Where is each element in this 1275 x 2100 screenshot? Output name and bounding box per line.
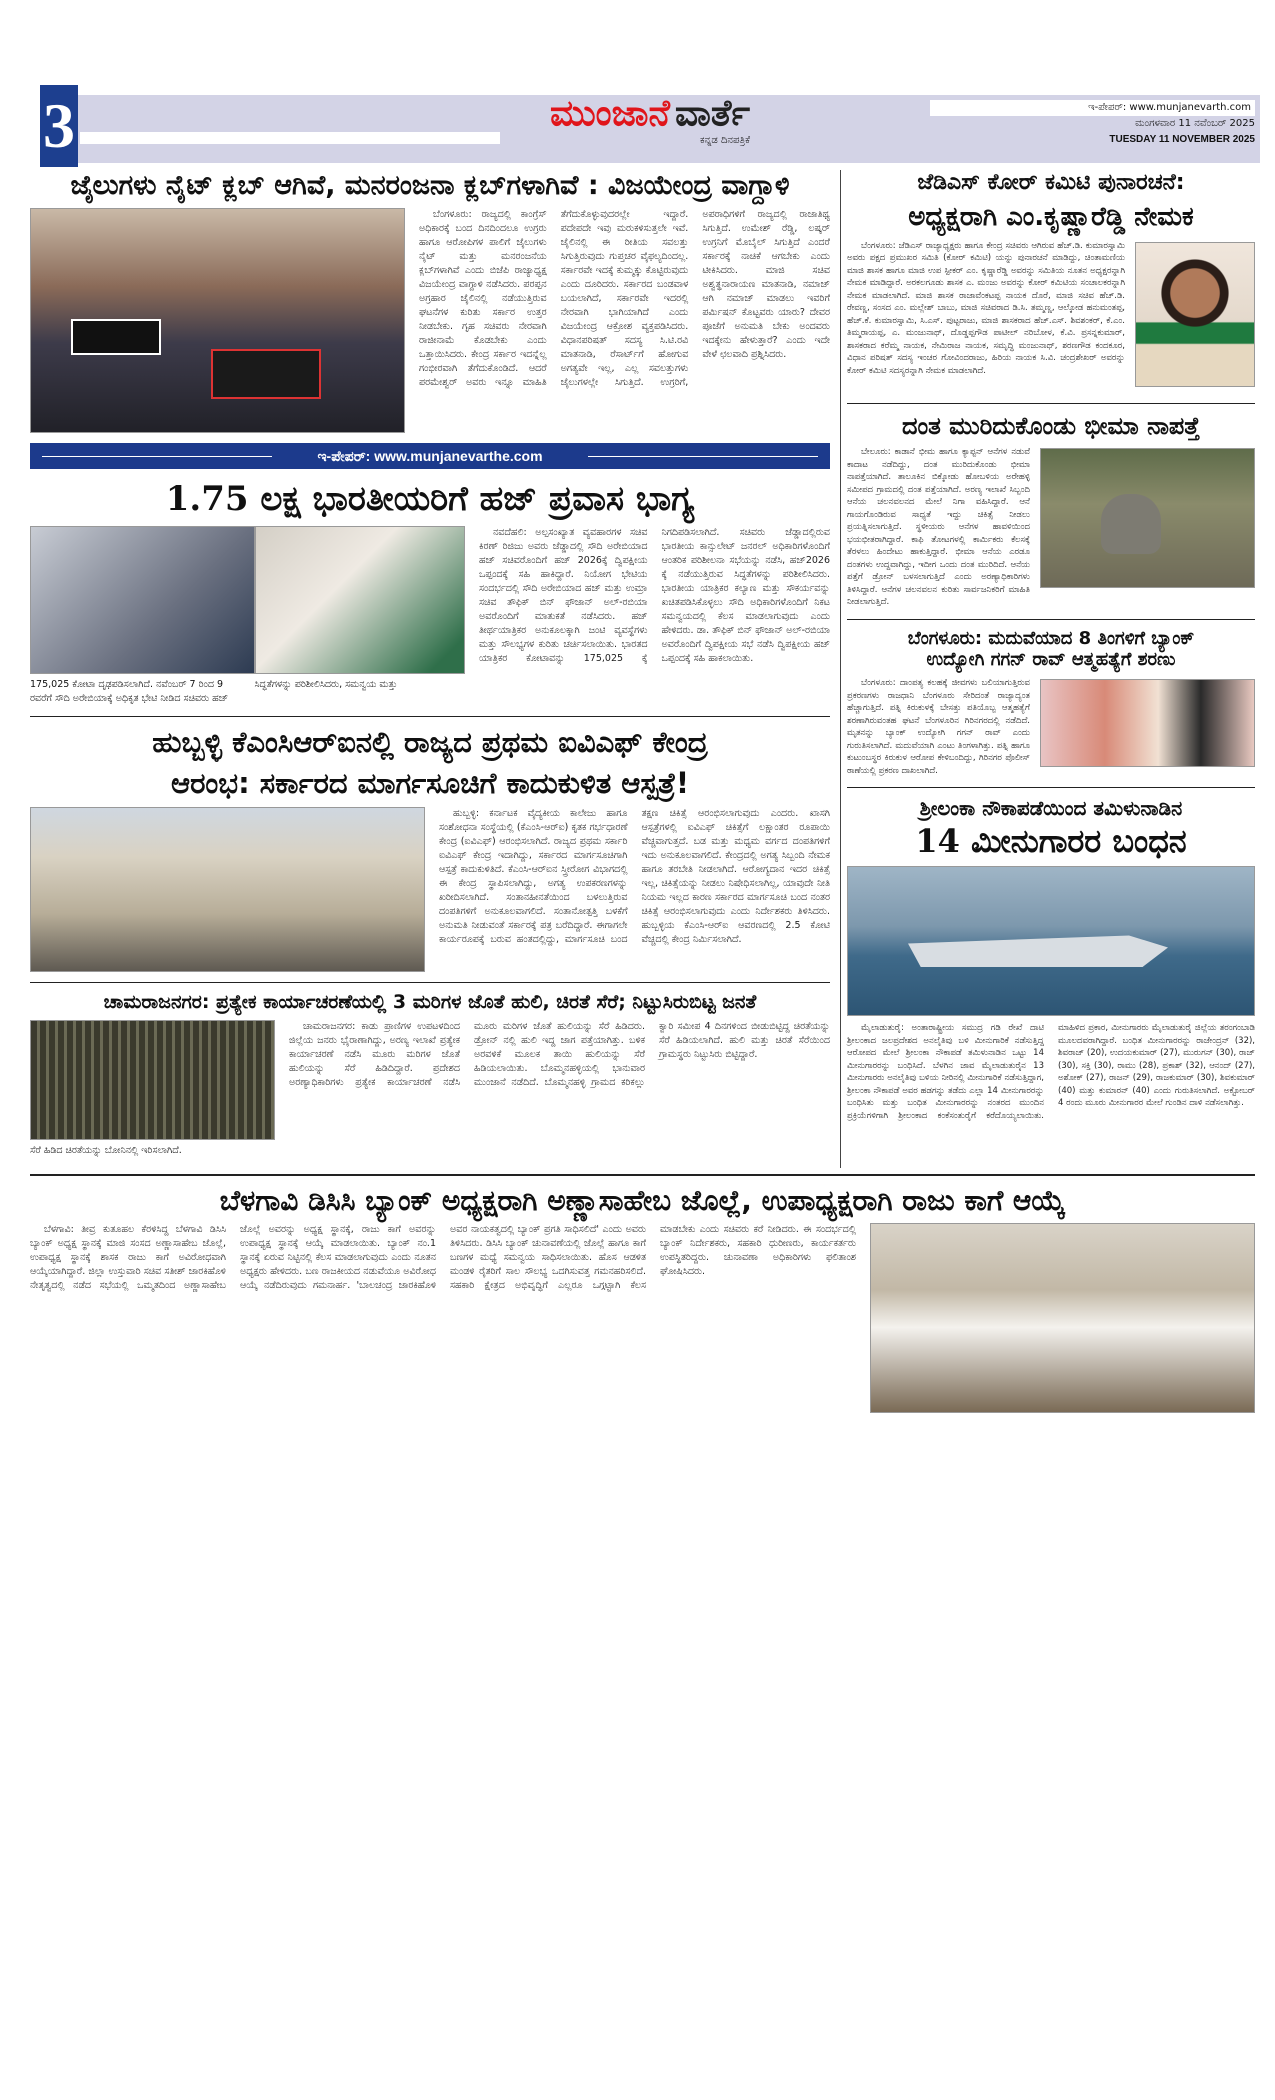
epaper-link[interactable]: ಇ-ಪೇಪರ್: www.munjanevarth.com bbox=[930, 100, 1255, 116]
leopard-caption: ಸೆರೆ ಹಿಡಿದ ಚಿರತೆಯನ್ನು ಬೋನಿನಲ್ಲಿ ಇರಿಸಲಾಗಿದೆ. bbox=[30, 1144, 182, 1156]
page-content bbox=[30, 170, 1255, 1423]
headline-srilanka-line2: 14 ಮೀನುಗಾರರ ಬಂಧನ bbox=[915, 822, 1187, 861]
headline-jds-line2: ಅಧ್ಯಕ್ಷರಾಗಿ ಎಂ.ಕೃಷ್ಣಾರೆಡ್ಡಿ ನೇಮಕ bbox=[908, 202, 1194, 233]
headline-chamarajanagar: ಚಾಮರಾಜನಗರ: ಪ್ರತ್ಯೇಕ ಕಾರ್ಯಾಚರಣೆಯಲ್ಲಿ 3 ಮರಿಗಳ ಜೊತೆ ಹುಲಿ, ಚಿರತೆ ಸೆರೆ; ನಿಟ್ಟುಸಿರುಬಿಟ್ಟ ಜನತೆ bbox=[103, 990, 757, 1013]
hajj-caption: 175,025 ಕೋಟಾ ದೃಢಪಡಿಸಲಾಗಿದೆ. ನವೆಂಬರ್ 7 ರಿಂದ 9 ರವರೆಗೆ ಸೌದಿ ಅರೇಬಿಯಾಕ್ಕೆ ಅಧಿಕೃತ ಭೇಟಿ ನೀಡಿದ ಸಚಿವರು ಹಜ್ ಸಿದ್ಧತೆಗಳನ್ನು ಪರಿಶೀಲಿಸಿದರು, ಸಮನ್ವಯ ಮತ್ತು bbox=[30, 679, 398, 705]
body-ivf: ಹುಬ್ಬಳ್ಳಿ: ಕರ್ನಾಟಕ ವೈದ್ಯಕೀಯ ಕಾಲೇಜು ಹಾಗೂ ಸಂಶೋಧನಾ ಸಂಸ್ಥೆಯಲ್ಲಿ (ಕೆಎಂಸಿ-ಆರ್‌ಐ) ಕೃತಕ ಗರ್ಭಧಾರಣೆ ಕೇಂದ್ರ (ಐವಿಎಫ್) ಆರಂಭಿಸಲಾಗಿದೆ. ರಾಜ್ಯದ ಪ್ರಥಮ ಸರ್ಕಾರಿ ಐವಿಎಫ್ ಕೇಂದ್ರ ಇದಾಗಿದ್ದು, ಸರ್ಕಾರದ ಮಾರ್ಗಸೂಚಿಗಾಗಿ ಆಸ್ಪತ್ರೆ ಕಾದುಕುಳಿತಿದೆ. ಕೆಎಂಸಿ-ಆರ್‌ಐನ ಸ್ತ್ರೀರೋಗ ವಿಭಾಗದಲ್ಲಿ ಈ ಕೇಂದ್ರ ಸ್ಥಾಪಿಸಲಾಗಿದ್ದು, ಅಗತ್ಯ ಉಪಕರಣಗಳನ್ನು ಖರೀದಿಸಲಾಗಿದೆ. ಸಂತಾನಹೀನತೆಯಿಂದ ಬಳಲುತ್ತಿರುವ ದಂಪತಿಗಳಿಗೆ ಅನುಕೂಲವಾಗಲಿದೆ. ಸಂತಾನೋತ್ಪತ್ತಿ ಬಳಕೆಗೆ ಅನುಮತಿ ನೀಡುವಂತೆ ಸರ್ಕಾರಕ್ಕೆ ಪತ್ರ ಬರೆದಿದ್ದಾರೆ. ಈಗಾಗಲೇ ಕಾರ್ಯರೂಪಕ್ಕೆ ಬರುವ ಹಂತದಲ್ಲಿದ್ದು, ಮಾರ್ಗಸೂಚಿ ಬಂದ ತಕ್ಷಣ ಚಿಕಿತ್ಸೆ ಆರಂಭಿಸಲಾಗುವುದು ಎಂದರು. ಖಾಸಗಿ ಆಸ್ಪತ್ರೆಗಳಲ್ಲಿ ಐವಿಎಫ್ ಚಿಕಿತ್ಸೆಗೆ ಲಕ್ಷಾಂತರ ರೂಪಾಯಿ ವೆಚ್ಚವಾಗುತ್ತದೆ. ಬಡ ಮತ್ತು ಮಧ್ಯಮ ವರ್ಗದ ದಂಪತಿಗಳಿಗೆ ಇದು ಅನುಕೂಲವಾಗಲಿದೆ. ಕೇಂದ್ರದಲ್ಲಿ ಅಗತ್ಯ ಸಿಬ್ಬಂದಿ ನೇಮಕ ಹಾಗೂ ತರಬೇತಿ ನೀಡಲಾಗಿದೆ. ಆರೋಗ್ಯದಾನ ಇದರ ಚಿಕಿತ್ಸೆ ಇಲ್ಲ, ಚಿಕಿತ್ಸೆಯನ್ನು ನೀಡಲು ನಿಷೇಧಿಸಲಾಗಿಲ್ಲ, ಯಾವುದೇ ನೀತಿ ನಿಯಮ ಇಲ್ಲದ ಕಾರಣ ಸರ್ಕಾರದ ಮಾರ್ಗಸೂಚಿ ಬಂದ ನಂತರ ಚಿಕಿತ್ಸೆ ಆರಂಭಿಸಲಾಗುವುದು ಎಂದು ನಿರ್ದೇಶಕರು ತಿಳಿಸಿದರು. ಹುಬ್ಬಳ್ಳಿಯ ಕೆಎಂಸಿ-ಆರ್‌ಐ ಆವರಣದಲ್ಲಿ 2.5 ಕೋಟಿ ವೆಚ್ಚದಲ್ಲಿ ಕೇಂದ್ರ ನಿರ್ಮಿಸಲಾಗಿದೆ. bbox=[439, 807, 830, 945]
logo-tagline: ಕನ್ನಡ ದಿನಪತ್ರಿಕೆ bbox=[699, 135, 750, 146]
logo-word-1: ಮುಂಜಾನೆ bbox=[549, 92, 670, 133]
hajj-photo-group bbox=[30, 526, 465, 706]
masthead-divider bbox=[80, 132, 500, 144]
section-divider bbox=[30, 716, 830, 717]
couple-photo bbox=[1040, 679, 1255, 767]
headline-bheema: ದಂತ ಮುರಿದುಕೊಂಡು ಭೀಮಾ ನಾಪತ್ತೆ bbox=[901, 411, 1201, 440]
body-jail: ಬೆಂಗಳೂರು: ರಾಜ್ಯದಲ್ಲಿ ಕಾಂಗ್ರೆಸ್ ಅಧಿಕಾರಕ್ಕೆ ಬಂದ ದಿನದಿಂದಲೂ ಉಗ್ರರು ಹಾಗೂ ಆರೋಪಿಗಳ ಪಾಲಿಗೆ ಜೈಲುಗಳು ನೈಟ್ ಮತ್ತು ಮನರಂಜನೆಯ ಕ್ಲಬ್‌ಗಳಾಗಿವೆ ಎಂದು ಬಿಜೆಪಿ ರಾಜ್ಯಾಧ್ಯಕ್ಷ ವಿಜಯೇಂದ್ರ ವಾಗ್ದಾಳಿ ನಡೆಸಿದರು. ಪರಪ್ಪನ ಅಗ್ರಹಾರ ಜೈಲಿನಲ್ಲಿ ನಡೆಯುತ್ತಿರುವ ಘಟನೆಗಳ ಕುರಿತು ಸರ್ಕಾರ ಉತ್ತರ ನೀಡಬೇಕು. ಗೃಹ ಸಚಿವರು ನೇರವಾಗಿ ರಾಜೀನಾಮೆ ಕೊಡಬೇಕು ಎಂದು ಒತ್ತಾಯಿಸಿದರು. ಕೇಂದ್ರ ಸರ್ಕಾರ ಇದನ್ನೆಲ್ಲ ಗಂಭೀರವಾಗಿ ತೆಗೆದುಕೊಂಡಿದೆ. ಆದರೆ ಪರಮೇಶ್ವರ್ ಅವರು ಇನ್ನೂ ಮಾಹಿತಿ ತೆಗೆದುಕೊಳ್ಳುವುದರಲ್ಲೇ ಇದ್ದಾರೆ. ಪದೇಪದೇ ಇವು ಮರುಕಳಿಸುತ್ತಲೇ ಇವೆ. ಜೈಲಿನಲ್ಲಿ ಈ ರೀತಿಯ ಸವಲತ್ತು ಸಿಗುತ್ತಿರುವುದು ಗುಪ್ತಚರ ವೈಫಲ್ಯದಿಂದಲ್ಲ. ಸರ್ಕಾರವೇ ಇದಕ್ಕೆ ಕುಮ್ಮಕ್ಕು ಕೊಟ್ಟಿರುವುದು ಎಂದು ದೂರಿದರು. ಸರ್ಕಾರದ ಬಂಡವಾಳ ಬಯಲಾಗಿದೆ, ಸರ್ಕಾರವೇ ಇದರಲ್ಲಿ ನೇರವಾಗಿ ಭಾಗಿಯಾಗಿದೆ ಎಂದು ವಿಜಯೇಂದ್ರ ಆಕ್ರೋಶ ವ್ಯಕ್ತಪಡಿಸಿದರು. ವಿಧಾನಪರಿಷತ್ ಸದಸ್ಯ ಸಿ.ಟಿ.ರವಿ ಮಾತನಾಡಿ, ರೆಸಾರ್ಟ್‌ಗೆ ಹೋಗುವ ಅಗತ್ಯವೇ ಇಲ್ಲ, ಎಲ್ಲ ಸವಲತ್ತುಗಳು ಜೈಲುಗಳಲ್ಲೇ ಸಿಗುತ್ತಿದೆ. ಉಗ್ರರಿಗೆ, ಅಪರಾಧಿಗಳಿಗೆ ರಾಜ್ಯದಲ್ಲಿ ರಾಜಾತಿಥ್ಯ ಸಿಗುತ್ತಿದೆ. ಉಮೇಶ್ ರೆಡ್ಡಿ, ಲಷ್ಕರ್ ಉಗ್ರನಿಗೆ ಮೊಬೈಲ್ ಸಿಗುತ್ತಿದೆ ಎಂದರೆ ಸರ್ಕಾರಕ್ಕೆ ನಾಚಿಕೆ ಆಗಬೇಕು ಎಂದು ಟೀಕಿಸಿದರು. ಮಾಜಿ ಸಚಿವ ಅಶ್ವತ್ಥನಾರಾಯಣ ಮಾತನಾಡಿ, ನಮಾಜ್ ಆಗಿ ನಮಾಜ್ ಮಾಡಲು ಇವರಿಗೆ ಪರ್ಮಿಷನ್ ಕೊಟ್ಟವರು ಯಾರು? ದೇವರ ಪೂಜೆಗೆ ಅನುಮತಿ ಬೇಕು ಅಂದವರು ಇದಕ್ಕೇನು ಹೇಳುತ್ತಾರೆ? ಎಂದು ಇದೇ ವೇಳೆ ಛಲವಾದಿ ಪ್ರಶ್ನಿಸಿದರು. bbox=[419, 209, 830, 389]
date-kannada: ಮಂಗಳವಾರ 11 ನವೆಂಬರ್ 2025 bbox=[1135, 118, 1255, 129]
krishnareddy-photo bbox=[1135, 242, 1255, 387]
elephant-shape bbox=[1101, 494, 1161, 554]
newspaper-logo bbox=[520, 92, 780, 147]
section-divider bbox=[30, 1174, 1255, 1176]
navy-boat-photo bbox=[847, 866, 1255, 1016]
body-bheema: ಬೇಲೂರು: ಕಾಡಾನೆ ಭೀಮ ಹಾಗೂ ಕ್ಯಾಪ್ಟನ್ ಆನೆಗಳ ನಡುವೆ ಕಾದಾಟ ನಡೆದಿದ್ದು, ದಂತ ಮುರಿದುಕೊಂಡು ಭೀಮಾ ನಾಪತ್ತೆಯಾಗಿದೆ. ತಾಲೂಕಿನ ಬಿಕ್ಕೋಡು ಹೋಬಳಿಯ ಅರೇಹಳ್ಳಿ ಸಮೀಪದ ಗ್ರಾಮದಲ್ಲಿ ದಂತ ಪತ್ತೆಯಾಗಿದೆ. ಅರಣ್ಯ ಇಲಾಖೆ ಸಿಬ್ಬಂದಿ ಆನೆಯ ಚಲನವಲನದ ಮೇಲೆ ನಿಗಾ ವಹಿಸಿದ್ದಾರೆ. ಆನೆ ಗಾಯಗೊಂಡಿರುವ ಸಾಧ್ಯತೆ ಇದ್ದು ಚಿಕಿತ್ಸೆ ನೀಡಲು ಪ್ರಯತ್ನಿಸಲಾಗುತ್ತಿದೆ. ಸ್ಥಳೀಯರು ಆನೆಗಳ ಹಾವಳಿಯಿಂದ ಭಯಭೀತರಾಗಿದ್ದಾರೆ. ಕಾಫಿ ತೋಟಗಳಲ್ಲಿ ಕಾರ್ಮಿಕರು ಕೆಲಸಕ್ಕೆ ತೆರಳಲು ಹಿಂದೇಟು ಹಾಕುತ್ತಿದ್ದಾರೆ. ಭೀಮಾ ಆನೆಯ ಎರಡೂ ದಂತಗಳು ಉದ್ದವಾಗಿದ್ದು, ಇದೀಗ ಒಂದು ದಂತ ಮುರಿದಿದೆ. ಆನೆಯ ಪತ್ತೆಗೆ ಡ್ರೋನ್ ಬಳಸಲಾಗುತ್ತಿದೆ ಎಂದು ಅರಣ್ಯಾಧಿಕಾರಿಗಳು ತಿಳಿಸಿದ್ದಾರೆ. ಆನೆಗಳ ಚಲನವಲನ ಕುರಿತು ಸಾರ್ವಜನಿಕರಿಗೆ ಮಾಹಿತಿ ನೀಡಲಾಗುತ್ತಿದೆ. bbox=[847, 446, 1255, 609]
article-jds bbox=[847, 170, 1255, 393]
headline-bank-line1: ಬೆಂಗಳೂರು: ಮದುವೆಯಾದ 8 ತಿಂಗಳಿಗೆ ಬ್ಯಾಂಕ್ bbox=[907, 627, 1195, 649]
article-jail bbox=[30, 170, 830, 433]
minister-signing-photo bbox=[30, 526, 255, 674]
headline-ivf-line2: ಆರಂಭ: ಸರ್ಕಾರದ ಮಾರ್ಗಸೂಚಿಗೆ ಕಾದುಕುಳಿತ ಆಸ್ಪತ್ರೆ! bbox=[170, 765, 690, 800]
dcc-bank-meeting-photo bbox=[870, 1223, 1255, 1413]
headline-bank-line2: ಉದ್ಯೋಗಿ ಗಗನ್ ರಾವ್ ಆತ್ಮಹತ್ಯೆಗೆ ಶರಣು bbox=[926, 649, 1176, 671]
section-divider bbox=[847, 403, 1255, 404]
headline-jds-line1: ಜೆಡಿಎಸ್ ಕೋರ್ ಕಮಿಟಿ ಪುನಾರಚನೆ: bbox=[917, 170, 1185, 195]
elephant-photo bbox=[1040, 448, 1255, 588]
article-bheema bbox=[847, 412, 1255, 609]
right-column bbox=[840, 170, 1255, 1168]
section-divider bbox=[847, 787, 1255, 788]
placard bbox=[211, 349, 321, 399]
date-english: TUESDAY 11 NOVEMBER 2025 bbox=[1109, 134, 1255, 145]
date-box bbox=[930, 100, 1255, 148]
headline-ivf-line1: ಹುಬ್ಬಳ್ಳಿ ಕೆಎಂಸಿಆರ್‌ಐನಲ್ಲಿ ರಾಜ್ಯದ ಪ್ರಥಮ ಐವಿಎಫ್ ಕೇಂದ್ರ bbox=[152, 725, 708, 760]
placard bbox=[71, 319, 161, 355]
body-hajj: ನವದೆಹಲಿ: ಅಲ್ಪಸಂಖ್ಯಾತ ವ್ಯವಹಾರಗಳ ಸಚಿವ ಕಿರಣ್ ರಿಜಿಜು ಅವರು ಜೆಡ್ಡಾದಲ್ಲಿ ಸೌದಿ ಅರೇಬಿಯಾದ ಹಜ್ ಸಚಿವರೊಂದಿಗೆ ಹಜ್ 2026ಕ್ಕೆ ದ್ವಿಪಕ್ಷೀಯ ಒಪ್ಪಂದಕ್ಕೆ ಸಹಿ ಹಾಕಿದ್ದಾರೆ. ನಿಯೋಗ ಭೇಟಿಯ ಸಂದರ್ಭದಲ್ಲಿ ಸೌದಿ ಅರೇಬಿಯಾದ ಹಜ್ ಮತ್ತು ಉಮ್ರಾ ಸಚಿವ ತೌಫಿಕ್ ಬಿನ್ ಫೌಜಾನ್ ಅಲ್-ರಬಿಯಾ ಅವರೊಂದಿಗೆ ಮಾತುಕತೆ ನಡೆಸಿದರು. ಹಜ್ ತೀರ್ಥಯಾತ್ರಿಕರ ಅನುಕೂಲಕ್ಕಾಗಿ ಜಂಟಿ ವ್ಯವಸ್ಥೆಗಳು ಮತ್ತು ಸೌಲಭ್ಯಗಳ ಕುರಿತು ಚರ್ಚಿಸಲಾಯಿತು. ಭಾರತದ ಯಾತ್ರಿಕರ ಕೋಟಾವನ್ನು 175,025 ಕ್ಕೆ ನಿಗದಿಪಡಿಸಲಾಗಿದೆ. ಸಚಿವರು ಜೆಡ್ಡಾದಲ್ಲಿರುವ ಭಾರತೀಯ ಕಾನ್ಸುಲೇಟ್ ಜನರಲ್ ಅಧಿಕಾರಿಗಳೊಂದಿಗೆ ಆಂತರಿಕ ಪರಿಶೀಲನಾ ಸಭೆಯನ್ನು ನಡೆಸಿ, ಹಜ್2026 ಕ್ಕೆ ನಡೆಯುತ್ತಿರುವ ಸಿದ್ಧತೆಗಳನ್ನು ಪರಿಶೀಲಿಸಿದರು. ಭಾರತೀಯ ಯಾತ್ರಿಕರ ಕಲ್ಯಾಣ ಮತ್ತು ಸೌಕರ್ಯವನ್ನು ಖಚಿತಪಡಿಸಿಕೊಳ್ಳಲು ಸೌದಿ ಅಧಿಕಾರಿಗಳೊಂದಿಗೆ ನಿಕಟ ಸಮನ್ವಯದಲ್ಲಿ ಕೆಲಸ ಮಾಡಲಾಗುವುದು ಎಂದು ಹೇಳಿದರು. ಡಾ. ತೌಫಿಕ್ ಬಿನ್ ಫೌಜಾನ್ ಅಲ್-ರಬಿಯಾ ಅವರೊಂದಿಗೆ ದ್ವಿಪಕ್ಷೀಯ ಸಭೆ ನಡೆಸಿ ದ್ವಿಪಕ್ಷೀಯ ಹಜ್ ಒಪ್ಪಂದಕ್ಕೆ ಸಹಿ ಹಾಕಲಾಯಿತು. bbox=[479, 527, 830, 665]
epaper-banner[interactable]: ಇ-ಪೇಪರ್: www.munjanevarthe.com bbox=[30, 443, 830, 469]
article-chamarajanagar bbox=[30, 991, 830, 1158]
saudi-minister-photo bbox=[255, 526, 465, 674]
body-srilanka: ಮೈಲಾಡುತುರೈ: ಅಂತಾರಾಷ್ಟ್ರೀಯ ಸಮುದ್ರ ಗಡಿ ರೇಖೆ ದಾಟಿ ಶ್ರೀಲಂಕಾದ ಜಲಪ್ರದೇಶದ ಅನಲೈತಿವು ಬಳಿ ಮೀನುಗಾರಿಕೆ ನಡೆಸುತ್ತಿದ್ದ ಆರೋಪದ ಮೇಲೆ ಶ್ರೀಲಂಕಾ ನೌಕಾಪಡೆ ತಮಿಳುನಾಡಿನ ಒಟ್ಟು 14 ಮೀನುಗಾರರನ್ನು ಬಂಧಿಸಿದೆ. ಬೆಳಗಿನ ಜಾವ ಮೈಲಾಡುತುರೈನ 13 ಮೀನುಗಾರರು ಅನಲೈತಿವು ಬಳಿಯ ನೀರಿನಲ್ಲಿ ಮೀನುಗಾರಿಕೆ ನಡೆಸುತ್ತಿದ್ದಾಗ, ಶ್ರೀಲಂಕಾ ನೌಕಾಪಡೆ ಅವರ ಹಡಗನ್ನು ತಡೆದು ಎಲ್ಲಾ 14 ಮೀನುಗಾರರನ್ನು ಬಂಧಿಸಿತು ಮತ್ತು ಬಂಧಿತ ಮೀನುಗಾರರನ್ನು ನಂತರದ ಮುಂದಿನ ಪ್ರಕ್ರಿಯೆಗಳಿಗಾಗಿ ಶ್ರೀಲಂಕಾದ ಕಂಕೆಸಂತುರೈಗೆ ಕರೆದೊಯ್ಯಲಾಯಿತು. ಮಾಹಿಳಿದ ಪ್ರಕಾರ, ಮೀನುಗಾರರು ಮೈಲಾಡುತುರೈ ಜಿಲ್ಲೆಯ ತರಂಗಂಬಾಡಿ ಮೂಲದವರಾಗಿದ್ದಾರೆ. ಬಂಧಿತ ಮೀನುಗಾರರನ್ನು ರಾಜೇಂದ್ರನ್ (32), ಶಿವರಾಜ್ (20), ಉದಯಕುಮಾರ್ (27), ಮುರುಗನ್ (30), ರಾಜ್ (30), ಸಕ್ತಿ (30), ರಾಮು (28), ಪ್ರಕಾಶ್ (32), ಆನಂದ್ (27), ಅಶೋಕ್ (27), ರಾಜನ್ (29), ರಾಜಕುಮಾರ್ (30), ಶಿವಕುಮಾರ್ (40) ಮತ್ತು ಕುಮಾರನ್ (40) ಎಂದು ಗುರುತಿಸಲಾಗಿದೆ. ಅಕ್ಟೋಬರ್ 4 ರಂದು ಮೂರು ಮೀನುಗಾರರ ಮೇಲೆ ಗುಂಡಿನ ದಾಳಿ ನಡೆಸಲಾಗಿತ್ತು. bbox=[847, 1023, 1255, 1121]
article-belagavi bbox=[30, 1184, 1255, 1414]
section-divider bbox=[847, 619, 1255, 620]
article-ivf bbox=[30, 725, 830, 972]
headline-srilanka-line1: ಶ್ರೀಲಂಕಾ ನೌಕಾಪಡೆಯಿಂದ ತಮಿಳುನಾಡಿನ bbox=[919, 796, 1183, 821]
boat-shape bbox=[908, 927, 1168, 967]
logo-word-2: ವಾರ್ತೆ bbox=[675, 92, 751, 133]
headline-jail: ಜೈಲುಗಳು ನೈಟ್ ಕ್ಲಬ್ ಆಗಿವೆ, ಮನರಂಜನಾ ಕ್ಲಬ್‌ಗಳಾಗಿವೆ : ವಿಜಯೇಂದ್ರ ವಾಗ್ದಾಳಿ bbox=[70, 170, 790, 201]
article-srilanka bbox=[847, 796, 1255, 1122]
left-column bbox=[30, 170, 830, 1168]
body-chamarajanagar: ಚಾಮರಾಜನಗರ: ಕಾಡು ಪ್ರಾಣಿಗಳ ಉಪಟಳದಿಂದ ಜಿಲ್ಲೆಯ ಜನರು ಭೈರಾಣಾಗಿದ್ದು, ಅರಣ್ಯ ಇಲಾಖೆ ಪ್ರತ್ಯೇಕ ಕಾರ್ಯಾಚರಣೆ ನಡೆಸಿ ಮೂರು ಮರಿಗಳ ಜೊತೆ ಹುಲಿಯನ್ನು ಸೆರೆ ಹಿಡಿದಿದ್ದಾರೆ. ಪ್ರದೇಶದ ಅರಣ್ಯಾಧಿಕಾರಿಗಳು ಪ್ರತ್ಯೇಕ ಕಾರ್ಯಾಚರಣೆ ನಡೆಸಿ ಮೂರು ಮರಿಗಳ ಜೊತೆ ಹುಲಿಯನ್ನು ಸೆರೆ ಹಿಡಿದರು. ಡ್ರೋನ್ ನಲ್ಲಿ ಹುಲಿ ಇದ್ದ ಜಾಗ ಪತ್ತೆಯಾಗಿತ್ತು. ಬಳಿಕ ಅರವಳಿಕೆ ಮೂಲಕ ತಾಯಿ ಹುಲಿಯನ್ನು ಸೆರೆ ಹಿಡಿಯಲಾಯಿತು. ಬೊಮ್ಮನಹಳ್ಳಿಯಲ್ಲಿ ಭಾನುವಾರ ಮುಂಜಾನೆ ನಡೆದಿದೆ. ಬೊಮ್ಮನಹಳ್ಳಿ ಗ್ರಾಮದ ಕರಿಕಲ್ಲು ಕ್ವಾರಿ ಸಮೀಪ 4 ದಿನಗಳಿಂದ ಬೀಡುಬಿಟ್ಟಿದ್ದ ಚಿರತೆಯನ್ನು ಸೆರೆ ಹಿಡಿಯಲಾಗಿದೆ. ಹುಲಿ ಮತ್ತು ಚಿರತೆ ಸೆರೆಯಿಂದ ಗ್ರಾಮಸ್ಥರು ನಿಟ್ಟುಸಿರು ಬಿಟ್ಟಿದ್ದಾರೆ. bbox=[289, 1020, 830, 1088]
page-number: 3 bbox=[40, 85, 78, 167]
body-bank: ಬೆಂಗಳೂರು: ದಾಂಪತ್ಯ ಕಲಹಕ್ಕೆ ಜೀವಗಳು ಬಲಿಯಾಗುತ್ತಿರುವ ಪ್ರಕರಣಗಳು ರಾಜಧಾನಿ ಬೆಂಗಳೂರು ಸೇರಿದಂತೆ ರಾಜ್ಯಾದ್ಯಂತ ಹೆಚ್ಚಾಗುತ್ತಿದೆ. ಪತ್ನಿ ಕಿರುಕುಳಕ್ಕೆ ಬೇಸತ್ತು ಪತಿಯೊಬ್ಬ ಆತ್ಮಹತ್ಯೆಗೆ ಶರಣಾಗಿರುವಂತಹ ಘಟನೆ ಬೆಂಗಳೂರಿನ ಗಿರಿನಗರದಲ್ಲಿ ನಡೆದಿದೆ. ಮೃತನನ್ನು ಬ್ಯಾಂಕ್ ಉದ್ಯೋಗಿ ಗಗನ್ ರಾವ್ ಎಂದು ಗುರುತಿಸಲಾಗಿದೆ. ಮದುವೆಯಾಗಿ ಎಂಟು ತಿಂಗಳಾಗಿತ್ತು. ಪತ್ನಿ ಹಾಗೂ ಕುಟುಂಬಸ್ಥರ ಕಿರುಕುಳ ಆರೋಪ ಕೇಳಿಬಂದಿದ್ದು, ಗಿರಿನಗರ ಪೊಲೀಸ್ ಠಾಣೆಯಲ್ಲಿ ಪ್ರಕರಣ ದಾಖಲಾಗಿದೆ. bbox=[847, 677, 1255, 777]
section-divider bbox=[30, 982, 830, 983]
article-hajj bbox=[30, 479, 830, 706]
protest-photo bbox=[30, 208, 405, 433]
leopard-photo-group bbox=[30, 1020, 275, 1158]
headline-belagavi: ಬೆಳಗಾವಿ ಡಿಸಿಸಿ ಬ್ಯಾಂಕ್ ಅಧ್ಯಕ್ಷರಾಗಿ ಅಣ್ಣಾಸಾಹೇಬ ಜೊಲ್ಲೆ, ಉಪಾಧ್ಯಕ್ಷರಾಗಿ ರಾಜು ಕಾಗೆ ಆಯ್ಕೆ bbox=[219, 1183, 1066, 1217]
body-belagavi: ಬೆಳಗಾವಿ: ತೀವ್ರ ಕುತೂಹಲ ಕೆರಳಿಸಿದ್ದ ಬೆಳಗಾವಿ ಡಿಸಿಸಿ ಬ್ಯಾಂಕ್ ಅಧ್ಯಕ್ಷ ಸ್ಥಾನಕ್ಕೆ ಮಾಜಿ ಸಂಸದ ಅಣ್ಣಾಸಾಹೇಬ ಜೊಲ್ಲೆ, ಉಪಾಧ್ಯಕ್ಷ ಸ್ಥಾನಕ್ಕೆ ಶಾಸಕ ರಾಜು ಕಾಗೆ ಅವಿರೋಧವಾಗಿ ಆಯ್ಕೆಯಾಗಿದ್ದಾರೆ. ಜಿಲ್ಲಾ ಉಸ್ತುವಾರಿ ಸಚಿವ ಸತೀಶ್ ಜಾರಕಿಹೊಳಿ ನೇತೃತ್ವದಲ್ಲಿ ನಡೆದ ಸಭೆಯಲ್ಲಿ ಒಮ್ಮತದಿಂದ ಅಣ್ಣಾಸಾಹೇಬ ಜೊಲ್ಲೆ ಅವರನ್ನು ಅಧ್ಯಕ್ಷ ಸ್ಥಾನಕ್ಕೆ, ರಾಜು ಕಾಗೆ ಅವರನ್ನು ಉಪಾಧ್ಯಕ್ಷ ಸ್ಥಾನಕ್ಕೆ ಆಯ್ಕೆ ಮಾಡಲಾಯಿತು. ಬ್ಯಾಂಕ್ ನಂ.1 ಸ್ಥಾನಕ್ಕೆ ಏರುವ ನಿಟ್ಟಿನಲ್ಲಿ ಕೆಲಸ ಮಾಡಲಾಗುವುದು ಎಂದು ನೂತನ ಅಧ್ಯಕ್ಷರು ಹೇಳಿದರು. ಬಣ ರಾಜಕೀಯದ ನಡುವೆಯೂ ಅವಿರೋಧ ಆಯ್ಕೆ ನಡೆದಿರುವುದು ಗಮನಾರ್ಹ. 'ಬಾಲಚಂದ್ರ ಜಾರಕಿಹೊಳಿ ಅವರ ನಾಯಕತ್ವದಲ್ಲಿ ಬ್ಯಾಂಕ್ ಪ್ರಗತಿ ಸಾಧಿಸಲಿದೆ' ಎಂದು ಅವರು ತಿಳಿಸಿದರು. ಡಿಸಿಸಿ ಬ್ಯಾಂಕ್ ಚುನಾವಣೆಯಲ್ಲಿ ಜೊಲ್ಲೆ ಹಾಗೂ ಕಾಗೆ ಬಣಗಳ ಮಧ್ಯೆ ಸಮನ್ವಯ ಸಾಧಿಸಲಾಯಿತು. ಹೊಸ ಆಡಳಿತ ಮಂಡಳಿ ರೈತರಿಗೆ ಸಾಲ ಸೌಲಭ್ಯ ಒದಗಿಸುವತ್ತ ಗಮನಹರಿಸಲಿದೆ. ಸಹಕಾರಿ ಕ್ಷೇತ್ರದ ಅಭಿವೃದ್ಧಿಗೆ ಎಲ್ಲರೂ ಒಗ್ಗಟ್ಟಾಗಿ ಕೆಲಸ ಮಾಡಬೇಕು ಎಂದು ಸಚಿವರು ಕರೆ ನೀಡಿದರು. ಈ ಸಂದರ್ಭದಲ್ಲಿ ಬ್ಯಾಂಕ್ ನಿರ್ದೇಶಕರು, ಸಹಕಾರಿ ಧುರೀಣರು, ಕಾರ್ಯಕರ್ತರು ಉಪಸ್ಥಿತರಿದ್ದರು. ಚುನಾವಣಾ ಅಧಿಕಾರಿಗಳು ಫಲಿತಾಂಶ ಘೋಷಿಸಿದರು. bbox=[30, 1224, 856, 1292]
headline-hajj: 1.75 ಲಕ್ಷ ಭಾರತೀಯರಿಗೆ ಹಜ್ ಪ್ರವಾಸ ಭಾಗ್ಯ bbox=[165, 479, 695, 520]
body-jds: ಬೆಂಗಳೂರು: ಜೆಡಿಎಸ್ ರಾಜ್ಯಾಧ್ಯಕ್ಷರು ಹಾಗೂ ಕೇಂದ್ರ ಸಚಿವರು ಆಗಿರುವ ಹೆಚ್.ಡಿ. ಕುಮಾರಸ್ವಾಮಿ ಅವರು ಪಕ್ಷದ ಪ್ರಮುಖರ ಸಮಿತಿ (ಕೋರ್ ಕಮಿಟಿ) ಯನ್ನು ಪುನಾರಚನೆ ಮಾಡಿದ್ದು, ಚಿಂತಾಮಣಿಯ ಮಾಜಿ ಶಾಸಕ ಹಾಗೂ ಮಾಜಿ ಉಪ ಸ್ಪೀಕರ್ ಎಂ. ಕೃಷ್ಣಾರೆಡ್ಡಿ ಅವರನ್ನು ಸಮಿತಿಯ ನೂತನ ಅಧ್ಯಕ್ಷರನ್ನಾಗಿ ನೇಮಕ ಮಾಡಿದ್ದಾರೆ. ಅರಕಲಗೂಡು ಶಾಸಕ ಎ. ಮಂಜು ಅವರನ್ನು ಕೋರ್ ಕಮಿಟಿಯ ಸಂಚಾಲಕರನ್ನಾಗಿ ನೇಮಕ ಮಾಡಲಾಗಿದೆ. ಮಾಜಿ ಶಾಸಕ ರಾಜಾವೆಂಕಟಪ್ಪ ನಾಯಕ ದೊರೆ, ಮಾಜಿ ಸಚಿವ ಹೆಚ್.ಡಿ. ರೇವಣ್ಣ, ಸಂಸದ ಎಂ. ಮಲ್ಲೇಶ್ ಬಾಬು, ಮಾಜಿ ಸಚಿವರಾದ ಡಿ.ಸಿ. ತಮ್ಮಣ್ಣ, ಆಲ್ಕೋಡ ಹನುಮಂತಪ್ಪ, ಹೆಚ್.ಕೆ. ಕುಮಾರಸ್ವಾಮಿ, ಸಿ.ಎಸ್. ಪುಟ್ಟರಾಜು, ಮಾಜಿ ಶಾಸಕರಾದ ಹೆಚ್.ಎಸ್. ಶಿವಶಂಕರ್, ಕೆ.ಎಂ. ತಿಮ್ಮರಾಯಪ್ಪ, ಎ. ಮಂಜುನಾಥ್, ದೊಡ್ಡಪ್ಪಗೌಡ ಪಾಟೀಲ್ ನರಿಬೋಳ, ಕೆ.ವಿ. ಪ್ರಸನ್ನಕುಮಾರ್, ಶಾಸಕರಾದ ಕರೆಮ್ಮ ನಾಯಕ, ನೇಮಿರಾಜ ನಾಯಕ, ಸಮೃದ್ಧಿ ಮಂಜುನಾಥ್, ಶರಣಗೌಡ ಕಂದಕೂರ, ವಿಧಾನ ಪರಿಷತ್ ಸದಸ್ಯ ಇಂಚರ ಗೋವಿಂದರಾಜು, ಹಿರಿಯ ನಾಯಕ ಸಿ.ವಿ. ಚಂದ್ರಶೇಖರ್ ಅವರನ್ನು ಕೋರ್ ಕಮಿಟಿ ಸದಸ್ಯರನ್ನಾಗಿ ನೇಮಕ ಮಾಡಲಾಗಿದೆ. bbox=[847, 240, 1255, 393]
hospital-building-photo bbox=[30, 807, 425, 972]
article-bank bbox=[847, 628, 1255, 777]
caged-leopard-photo bbox=[30, 1020, 275, 1140]
